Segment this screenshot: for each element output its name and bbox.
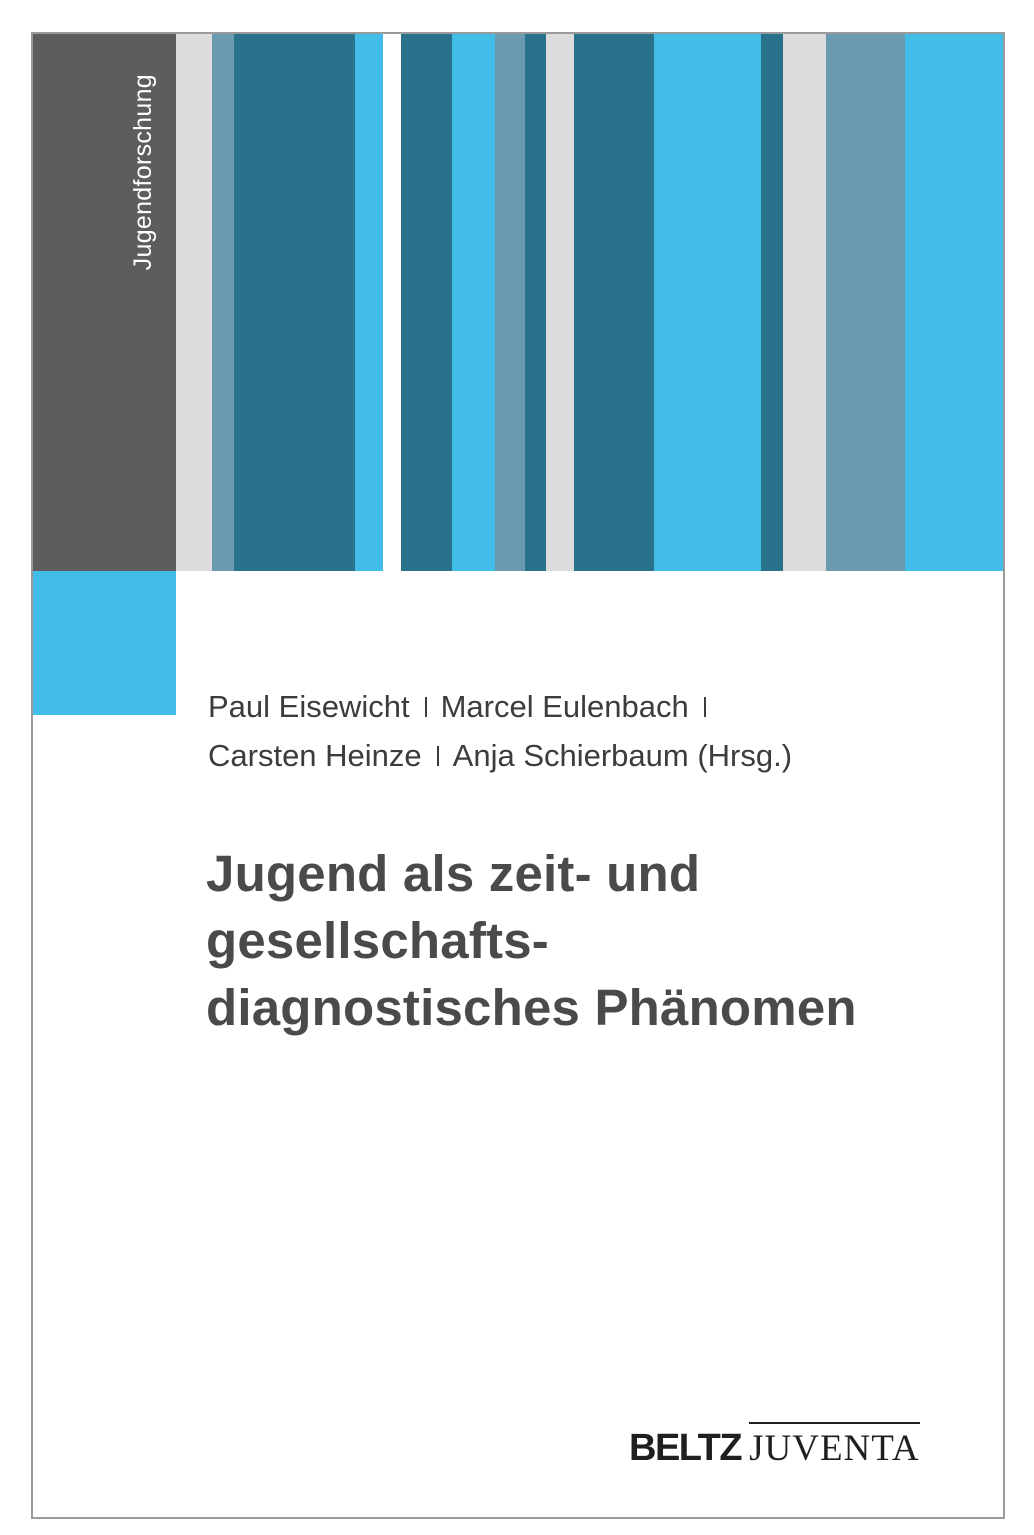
editor-name: Marcel Eulenbach [440, 689, 689, 724]
editors-line-2 [208, 731, 968, 780]
stripe [525, 34, 546, 571]
stripe [826, 34, 905, 571]
stripe [234, 34, 355, 571]
publisher-name-serif: JUVENTA [749, 1422, 920, 1470]
stripe [761, 34, 783, 571]
editor-name: Carsten Heinze [208, 738, 422, 773]
stripe [495, 34, 525, 571]
book-title [206, 840, 966, 1041]
stripe [355, 34, 383, 571]
stripe [783, 34, 826, 571]
editors-line-1 [208, 682, 968, 731]
stripe-pattern [176, 34, 1005, 571]
separator-bar [704, 697, 706, 717]
title-line-2: gesellschafts- [206, 912, 549, 969]
stripe [212, 34, 234, 571]
accent-block [33, 571, 176, 715]
stripe [383, 34, 401, 571]
stripe [905, 34, 1005, 571]
title-line-1: Jugend als zeit- und [206, 845, 701, 902]
stripe [176, 34, 212, 571]
separator-bar [437, 746, 439, 766]
series-label: Jugendforschung [129, 74, 157, 271]
separator-bar [425, 697, 427, 717]
stripe [574, 34, 654, 571]
stripe [654, 34, 761, 571]
editor-name: Anja Schierbaum (Hrsg.) [452, 738, 793, 773]
publisher-logo [629, 1422, 920, 1469]
stripe [401, 34, 452, 571]
book-cover [31, 32, 1005, 1519]
stripe [452, 34, 495, 571]
editor-name: Paul Eisewicht [208, 689, 410, 724]
stripe [546, 34, 574, 571]
series-band [33, 34, 176, 571]
editors [208, 682, 968, 780]
publisher-name-bold: BELTZ [629, 1427, 742, 1469]
title-line-3: diagnostisches Phänomen [206, 979, 857, 1036]
